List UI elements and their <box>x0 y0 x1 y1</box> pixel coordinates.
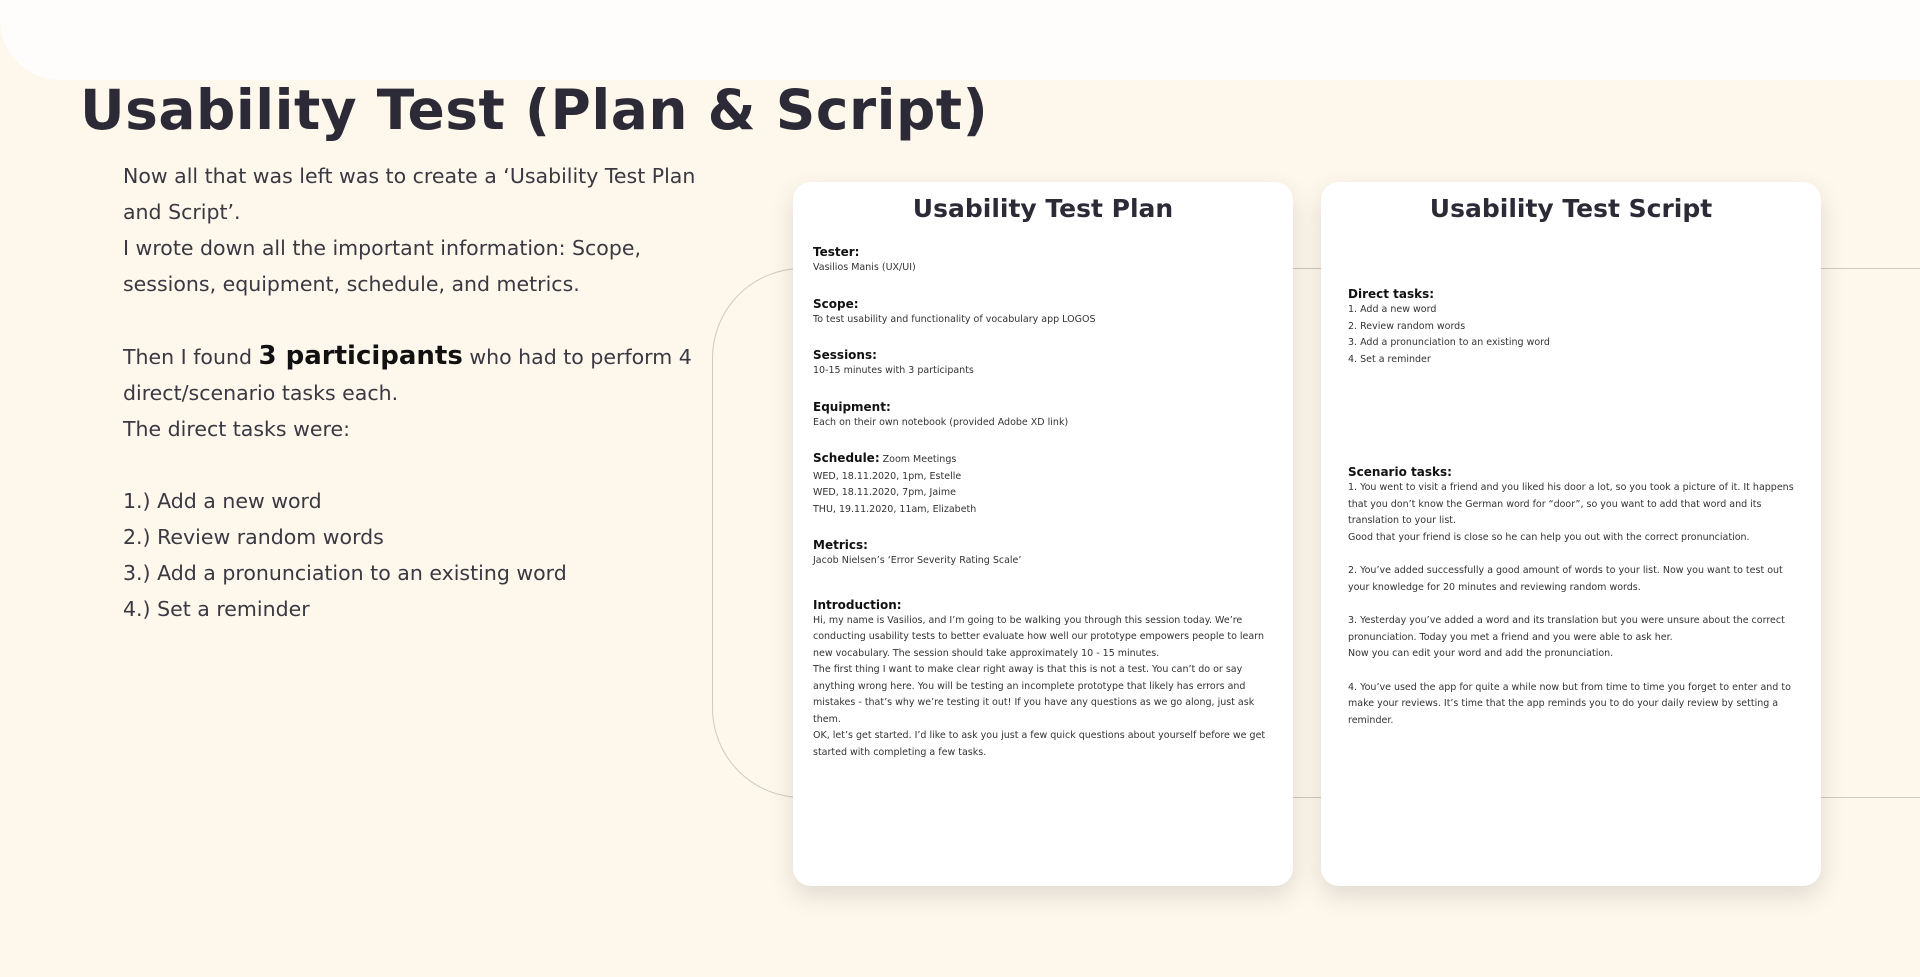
plan-content <box>813 244 1273 780</box>
sessions-label: Sessions: <box>813 348 877 362</box>
page-title: Usability Test (Plan & Script) <box>80 78 989 142</box>
scope-value: To test usability and functionality of vocabulary app LOGOS <box>813 313 1096 325</box>
metrics-label: Metrics: <box>813 538 868 552</box>
schedule-section <box>813 450 1273 518</box>
tester-label: Tester: <box>813 245 860 259</box>
scenario-text: 4. You’ve used the app for quite a while now but from time to time you forget to enter and to make your reviews. It’s time that the app reminds you to do your daily review by setting a reminder. <box>1348 681 1791 726</box>
scenario-tasks-section <box>1348 464 1801 729</box>
sessions-section <box>813 347 1273 380</box>
schedule-item: WED, 18.11.2020, 1pm, Estelle <box>813 470 962 482</box>
metrics-value: Jacob Nielsen’s ‘Error Severity Rating Scale’ <box>813 555 1022 566</box>
scenario-text: Good that your friend is close so he can help you out with the correct pronunciation. <box>1348 531 1750 543</box>
scenario-text: 2. You’ve added successfully a good amount of words to your list. Now you want to test out your knowledge for 20 minutes and reviewing random words. <box>1348 565 1783 593</box>
metrics-section <box>813 537 1273 570</box>
equipment-value: Each on their own notebook (provided Adobe XD link) <box>813 416 1069 428</box>
introduction-paragraph: OK, let’s get started. I’d like to ask you just a few quick questions about yourself before we get started with completing a few tasks. <box>813 730 1266 758</box>
equipment-section <box>813 399 1273 432</box>
sessions-value: 10-15 minutes with 3 participants <box>813 365 974 376</box>
task-item: 3.) Add a pronunciation to an existing word <box>123 561 567 585</box>
scenario-text: Now you can edit your word and add the pronunciation. <box>1348 648 1614 659</box>
introduction-paragraph: The first thing I want to make clear right away is that this is not a test. You can’t do or say anything wrong here. You will be testing an incomplete prototype that likely has errors and mistakes - that’s why we’re testing it out! If you have any questions as we go along, just ask them. <box>813 664 1255 725</box>
equipment-label: Equipment: <box>813 399 891 414</box>
scenario-text: 1. You went to visit a friend and you liked his door a lot, so you took a picture of it. It happens that you don’t know the German word for “door”, so you want to add that word and its translation to your list. <box>1348 482 1794 526</box>
plan-card-title: Usability Test Plan <box>912 194 1174 223</box>
intro-p3-before: Then I found <box>123 345 259 369</box>
intro-p3-after: who had to perform 4 direct/scenario tasks each. <box>123 345 692 405</box>
tester-value: Vasilios Manis (UX/UI) <box>813 262 916 273</box>
intro-paragraph-4: The direct tasks were: <box>123 417 350 441</box>
direct-task-item: 4. Set a reminder <box>1348 353 1431 365</box>
intro-paragraph-2: I wrote down all the important information: Scope, sessions, equipment, schedule, and metrics. <box>123 236 641 296</box>
intro-text-block <box>123 158 713 627</box>
script-content <box>1348 286 1801 748</box>
introduction-paragraph: Hi, my name is Vasilios, and I’m going to be walking you through this session today. We’re conducting usability tests to better evaluate how well our prototype empowers people to learn new vocabulary. The session should take approximately 10 - 15 minutes. <box>813 614 1264 659</box>
direct-task-item: 1. Add a new word <box>1348 304 1437 315</box>
scope-section <box>813 296 1273 329</box>
schedule-label: Schedule: <box>813 451 880 465</box>
spacer <box>123 447 713 483</box>
direct-task-item: 3. Add a pronunciation to an existing word <box>1348 337 1550 348</box>
task-item: 1.) Add a new word <box>123 489 322 513</box>
schedule-item: THU, 19.11.2020, 11am, Elizabeth <box>813 503 977 515</box>
usability-test-script-card <box>1321 182 1821 886</box>
scenario-task-1 <box>1348 480 1801 546</box>
scenario-task-2 <box>1348 563 1801 596</box>
tester-section <box>813 244 1273 277</box>
intro-paragraph-1: Now all that was left was to create a ‘Usability Test Plan and Script’. <box>123 164 696 224</box>
task-item: 4.) Set a reminder <box>123 597 310 621</box>
spacer <box>123 302 713 338</box>
introduction-label: Introduction: <box>813 597 902 612</box>
intro-paragraph-3 <box>123 338 713 411</box>
schedule-inline-value: Zoom Meetings <box>879 454 957 465</box>
scope-label: Scope: <box>813 296 859 311</box>
task-item: 2.) Review random words <box>123 525 384 549</box>
scenario-task-4 <box>1348 680 1801 730</box>
scenario-tasks-label: Scenario tasks: <box>1348 465 1452 479</box>
direct-task-item: 2. Review random words <box>1348 320 1466 332</box>
script-card-title: Usability Test Script <box>1429 194 1713 223</box>
top-banner <box>0 0 1920 80</box>
participants-emphasis: 3 participants <box>258 341 463 371</box>
direct-tasks-label: Direct tasks: <box>1348 287 1435 301</box>
introduction-section <box>813 597 1273 762</box>
usability-test-plan-card <box>793 182 1293 886</box>
direct-tasks-section <box>1348 286 1801 368</box>
schedule-item: WED, 18.11.2020, 7pm, Jaime <box>813 487 956 498</box>
scenario-text: 3. Yesterday you’ve added a word and its translation but you were unsure about the correct pronunciation. Today you met a friend and you were able to ask her. <box>1348 615 1785 643</box>
scenario-task-3 <box>1348 613 1801 663</box>
